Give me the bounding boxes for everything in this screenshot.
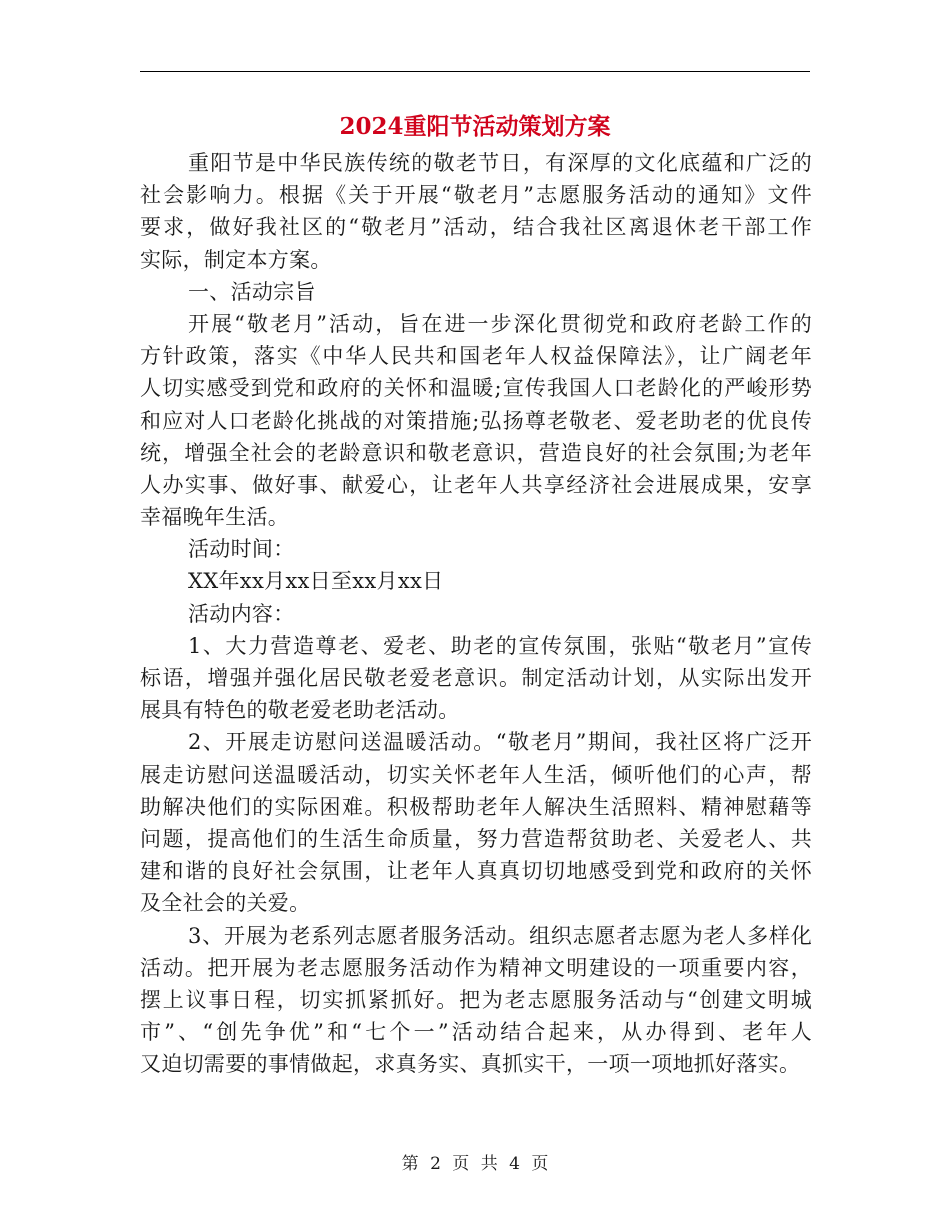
document-title: 2024重阳节活动策划方案 [339, 113, 611, 140]
paragraph-line: 一、活动宗旨 [188, 279, 316, 304]
paragraph-line: 1、大力营造尊老、爱老、助老的宣传氛围，张贴“敬老月”宣传 [188, 633, 812, 658]
paragraph-line: 活动。把开展为老志愿服务活动作为精神文明建设的一项重要内容， [140, 955, 812, 980]
paragraph-line: 摆上议事日程，切实抓紧抓好。把为老志愿服务活动与“创建文明城 [140, 987, 812, 1012]
paragraph-line: 实际，制定本方案。 [140, 247, 332, 272]
paragraph-line: 社会影响力。根据《关于开展“敬老月”志愿服务活动的通知》文件 [140, 183, 812, 208]
paragraph-line: 助解决他们的实际困难。积极帮助老年人解决生活照料、精神慰藉等 [140, 794, 812, 819]
paragraph-line: 统，增强全社会的老龄意识和敬老意识，营造良好的社会氛围;为老年 [140, 440, 812, 465]
paragraph-line: 标语，增强并强化居民敬老爱老意识。制定活动计划，从实际出发开 [140, 666, 812, 690]
paragraph [140, 598, 812, 630]
page-footer: 第 2 页 共 4 页 [401, 1154, 549, 1174]
paragraph [140, 308, 812, 533]
paragraph [140, 726, 812, 919]
paragraph [140, 276, 812, 308]
paragraph-line: 展具有特色的敬老爱老助老活动。 [140, 698, 460, 723]
paragraph-line: 要求，做好我社区的“敬老月”活动，结合我社区离退休老干部工作 [140, 215, 812, 240]
paragraph-line: 市”、“创先争优”和“七个一”活动结合起来，从办得到、老年人 [140, 1020, 812, 1045]
paragraph [140, 630, 812, 727]
paragraph-line: 活动时间： [188, 537, 295, 562]
paragraph-line: 幸福晚年生活。 [140, 505, 290, 530]
paragraph-line: 2、开展走访慰问送温暖活动。“敬老月”期间，我社区将广泛开 [188, 730, 812, 755]
paragraph-line: XX年xx月xx日至xx月xx日 [188, 569, 444, 594]
paragraph-line: 人切实感受到党和政府的关怀和温暖;宣传我国人口老龄化的严峻形势 [140, 376, 812, 401]
paragraph [140, 147, 812, 276]
paragraph-line: 重阳节是中华民族传统的敬老节日，有深厚的文化底蕴和广泛的 [188, 151, 812, 175]
header-rule [140, 71, 810, 72]
document-body [140, 147, 812, 1080]
paragraph-line: 又迫切需要的事情做起，求真务实、真抓实干，一项一项地抓好落实。 [140, 1052, 801, 1077]
paragraph [140, 565, 812, 597]
paragraph-line: 活动内容： [188, 601, 295, 626]
paragraph-line: 及全社会的关爱。 [140, 891, 311, 916]
paragraph-line: 人办实事、做好事、献爱心，让老年人共享经济社会进展成果，安享 [140, 472, 812, 497]
paragraph-line: 和应对人口老龄化挑战的对策措施;弘扬尊老敬老、爱老助老的优良传 [140, 408, 812, 433]
paragraph [140, 533, 812, 565]
paragraph-line: 问题，提高他们的生活生命质量，努力营造帮贫助老、关爱老人、共 [140, 826, 812, 851]
paragraph-line: 建和谐的良好社会氛围，让老年人真真切切地感受到党和政府的关怀 [140, 859, 812, 884]
paragraph-line: 展走访慰问送温暖活动，切实关怀老年人生活，倾听他们的心声，帮 [140, 762, 812, 787]
paragraph-line: 3、开展为老系列志愿者服务活动。组织志愿者志愿为老人多样化 [188, 923, 812, 948]
paragraph [140, 920, 812, 1081]
paragraph-line: 方针政策，落实《中华人民共和国老年人权益保障法》，让广阔老年 [140, 344, 812, 369]
paragraph-line: 开展“敬老月”活动，旨在进一步深化贯彻党和政府老龄工作的 [188, 311, 812, 336]
